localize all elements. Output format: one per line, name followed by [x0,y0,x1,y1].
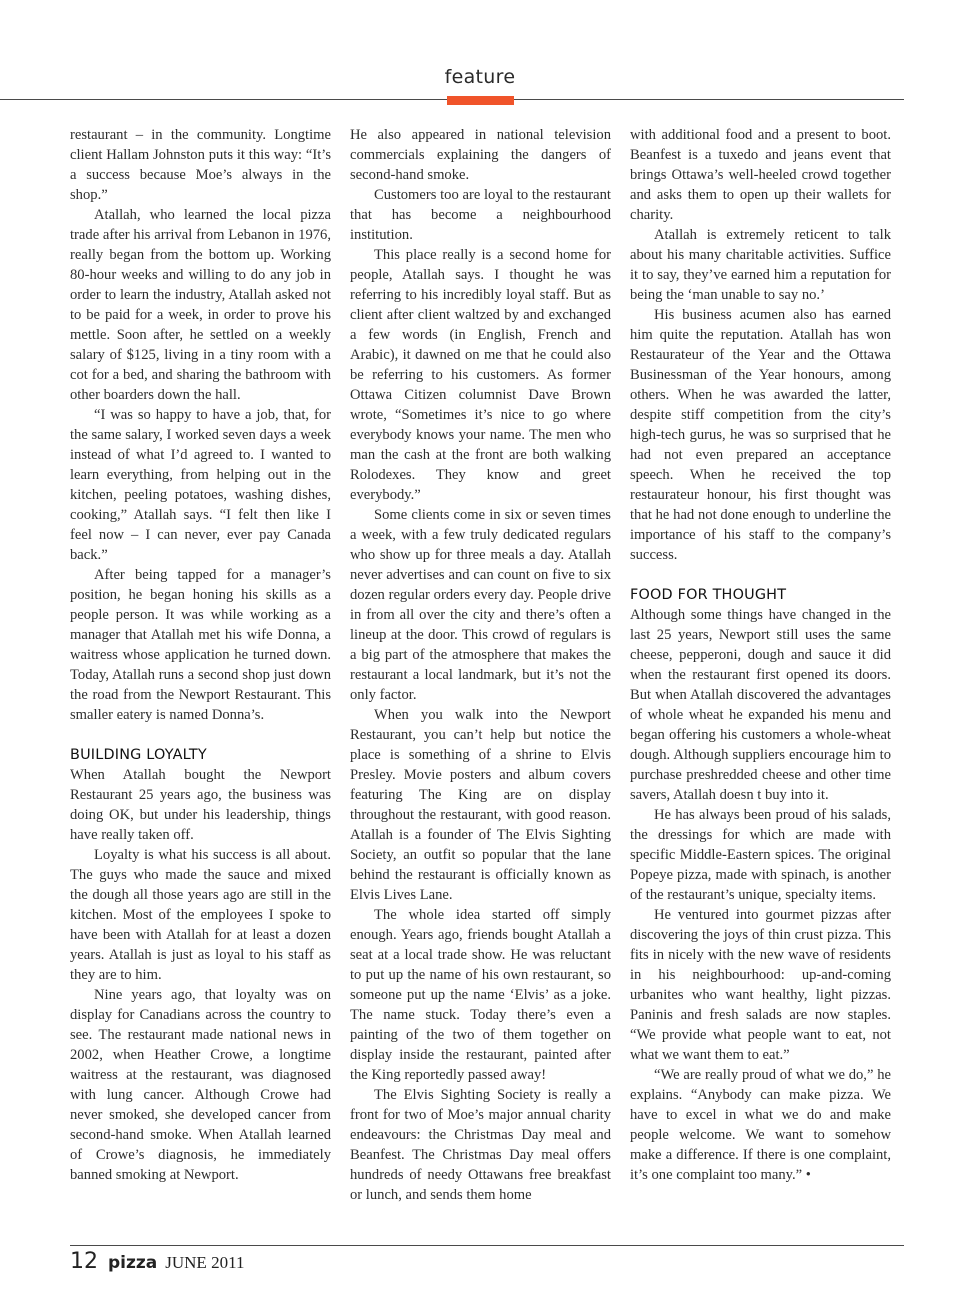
article-paragraph: Atallah is extremely reticent to talk about his many charitable activities. Suffice it to say, they’ve earned him a reputation for being the ‘man unable to say no.’ [630,227,891,303]
column-3 [630,125,891,1185]
article-paragraph: Some clients come in six or seven times a week, with a few truly dedicated regulars who show up for three meals a day. Atallah never advertises and can count on five to six dozen regular orders every day. People drive in from all over the city and there’s often a lineup at the door. This crowd of regulars is a big part of the atmosphere that makes the restaurant a local landmark, but it’s not the only factor. [350,507,611,703]
page-footer [70,1249,244,1279]
page-number: 12 [70,1249,98,1274]
article-paragraph: Loyalty is what his success is all about. The guys who made the sauce and mixed the dough all those years ago are still in the kitchen. Most of the employees I spoke to have been with Atallah for at least a dozen years. Atallah is just as loyal to his staff as they are to him. [70,847,331,983]
article-paragraph: Atallah, who learned the local pizza trade after his arrival from Lebanon in 1976, really began from the bottom up. Working 80-hour weeks and willing to do any job in order to learn the industry, Atallah asked not to be paid for a week, in order to prove his mettle. Soon after, he settled on a weekly salary of $125, living in a tiny room with a cot for a bed, and sharing the bathroom with other boarders down the hall. [70,207,331,403]
article-paragraph: Although some things have changed in the last 25 years, Newport still uses the same cheese, pepperoni, dough and sauce it did when the restaurant first opened its doors. But when Atallah discovered the advantages of whole wheat he expanded his menu and began offering his customers a whole-wheat dough. Although suppliers encourage him to purchase preshredded cheese and other time savers, Atallah doesn t buy into it. [630,607,891,803]
article-paragraph: This place really is a second home for people, Atallah says. I thought he was referring to his incredibly loyal staff. But as client after client waltzed by and exchanged a few words (in English, French and Arabic), it dawned on me that he could also be referring to his customers. As former Ottawa Citizen columnist Dave Brown wrote, “Sometimes it’s nice to go where everybody knows your name. The men who man the cash at the front are both walking Rolodexes. They know and greet everybody.” [350,247,611,503]
article-paragraph: The whole idea started off simply enough. Years ago, friends bought Atallah a seat at a local trade show. He was reluctant to put up the name of his own restaurant, so someone put up the name ‘Elvis’ as a joke. The name stuck. Today there’s even a painting of the two of them together on display inside the restaurant, painted after the King reportedly passed away! [350,907,611,1083]
article-paragraph: restaurant – in the community. Longtime client Hallam Johnston puts it this way: “It’s a success because Moe’s always in the shop.” [70,127,331,203]
section-label: feature [444,66,516,88]
magazine-name: pizza [108,1253,158,1273]
article-paragraph: He also appeared in national television commercials explaining the dangers of second-hand smoke. [350,127,611,183]
article-paragraph: His business acumen also has earned him quite the reputation. Atallah has won Restaurateur of the Year and the Ottawa Businessman of the Year honours, among others. When he was awarded the latter, despite stiff competition from the city’s high-tech gurus, he was so surprised that he had not even prepared an acceptance speech. When he received the top restaurateur honour, his first thought was that he had not done enough to underline the importance of his staff to the company’s success. [630,307,891,563]
section-heading: FOOD FOR THOUGHT [630,587,787,603]
column-2 [350,125,611,1205]
section-heading: BUILDING LOYALTY [70,747,207,763]
article-paragraph: “We are really proud of what we do,” he explains. “Anybody can make pizza. We have to excel in what we do and make people welcome. We want to somehow make a difference. If there is one complaint, it’s one complaint too many.” • [630,1067,891,1183]
article-paragraph: When you walk into the Newport Restaurant, you can’t help but notice the place is something of a shrine to Elvis Presley. Movie posters and album covers featuring The King are on display throughout the restaurant, with good reason. Atallah is a founder of The Elvis Sighting Society, an outfit so popular that the lane behind the restaurant is officially known as Elvis Lives Lane. [350,707,611,903]
article-paragraph: Customers too are loyal to the restaurant that has become a neighbourhood institution. [350,187,611,243]
column-1 [70,125,331,1185]
article-paragraph: He ventured into gourmet pizzas after discovering the joys of thin crust pizza. This fits in nicely with the new wave of residents in his neighbourhood: up-and-coming urbanites who want healthy, light pizzas. Paninis and fresh salads are now staples. “We provide what people want to eat, not what we want them to eat.” [630,907,891,1063]
article-paragraph: After being tapped for a manager’s position, he began honing his skills as a people person. It was while working as a manager that Atallah met his wife Donna, a waitress whose application he turned down. Today, Atallah runs a second shop just down the road from the Newport Restaurant. This smaller eatery is named Donna’s. [70,567,331,723]
article-paragraph: Nine years ago, that loyalty was on display for Canadians across the country to see. The restaurant made national news in 2002, when Heather Crowe, a longtime waitress at the restaurant, was diagnosed with lung cancer. Although Crowe had never smoked, she developed cancer from second-hand smoke. When Atallah learned of Crowe’s diagnosis, he immediately banned smoking at Newport. [70,987,331,1183]
article-paragraph: He has always been proud of his salads, the dressings for which are made with specific Middle-Eastern spices. The original Popeye pizza, made with spinach, is another of the restaurant’s unique, specialty items. [630,807,891,903]
article-paragraph: “I was so happy to have a job, that, for the same salary, I worked seven days a week instead of what I’d agreed to. I wanted to learn everything, from helping out in the kitchen, peeling potatoes, washing dishes, cooking,” Atallah says. “I felt then like I feel now – I can never, ever pay Canada back.” [70,407,331,563]
article-paragraph: The Elvis Sighting Society is really a front for two of Moe’s major annual charity endeavours: the Christmas Day meal and Beanfest. The Christmas Day meal offers hundreds of needy Ottawans free breakfast or lunch, and sends them home [350,1087,611,1203]
footer-rule [70,1245,904,1246]
article-paragraph: When Atallah bought the Newport Restaurant 25 years ago, the business was doing OK, but under his leadership, things have really taken off. [70,767,331,843]
article-paragraph: with additional food and a present to boot. Beanfest is a tuxedo and jeans event that brings Ottawa’s well-heeled crowd together and asks them to open up their wallets for charity. [630,127,891,223]
issue-date: JUNE 2011 [165,1253,245,1272]
accent-bar [447,96,514,105]
